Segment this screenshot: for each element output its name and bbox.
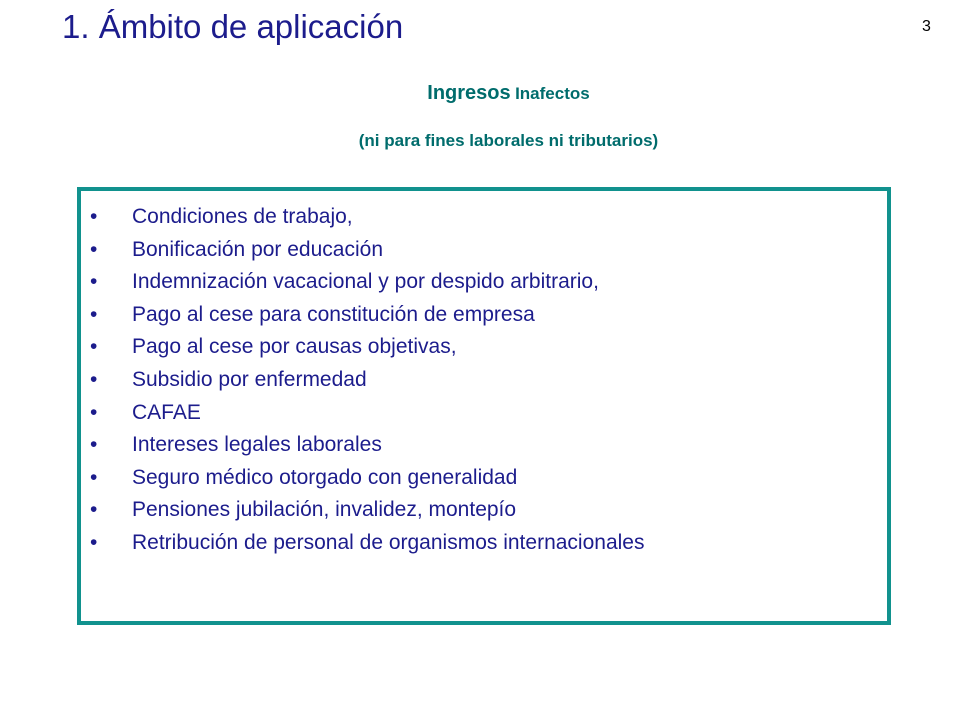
list-item-text: Pensiones jubilación, invalidez, montepío bbox=[132, 498, 517, 522]
section-heading bbox=[0, 82, 960, 105]
bullet-icon: • bbox=[90, 367, 98, 391]
heading-qualifier: Inafectos bbox=[515, 84, 590, 103]
list-item-text: Bonificación por educación bbox=[132, 237, 383, 261]
list-item-text: CAFAE bbox=[132, 400, 201, 424]
slide-number: 3 bbox=[922, 18, 931, 35]
bullet-icon: • bbox=[90, 530, 98, 554]
bullet-icon: • bbox=[90, 433, 98, 457]
bullet-icon: • bbox=[90, 237, 98, 261]
bullet-icon: • bbox=[90, 205, 98, 228]
content-box bbox=[77, 187, 891, 625]
bullet-icon: • bbox=[90, 465, 98, 489]
bullet-icon: • bbox=[90, 270, 98, 294]
list-item-text: Seguro médico otorgado con generalidad bbox=[132, 465, 518, 489]
list-item-text: Condiciones de trabajo, bbox=[132, 205, 353, 228]
list-item-text: Retribución de personal de organismos internacionales bbox=[132, 530, 645, 554]
list-item-text: Pago al cese para constitución de empresa bbox=[132, 302, 535, 326]
list-item-text: Indemnización vacacional y por despido arbitrario, bbox=[132, 270, 599, 294]
list-item-text: Intereses legales laborales bbox=[132, 433, 382, 457]
heading-main-word: Ingresos bbox=[427, 82, 511, 104]
slide-title: 1. Ámbito de aplicación bbox=[62, 8, 404, 45]
bullet-icon: • bbox=[90, 335, 98, 359]
bullet-icon: • bbox=[90, 302, 98, 326]
section-subtitle: (ni para fines laborales ni tributarios) bbox=[358, 131, 659, 150]
bullet-icon: • bbox=[90, 498, 98, 522]
list-item-text: Pago al cese por causas objetivas, bbox=[132, 335, 457, 359]
list-item-text: Subsidio por enfermedad bbox=[132, 367, 367, 391]
bullet-icon: • bbox=[90, 400, 98, 424]
